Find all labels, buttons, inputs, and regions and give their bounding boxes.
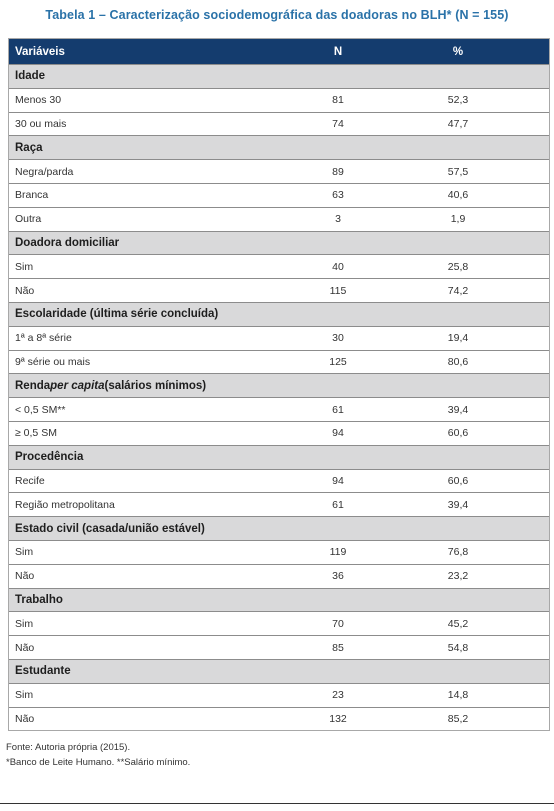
row-n: 81	[332, 94, 344, 107]
row-percent: 52,3	[447, 94, 469, 107]
row-label: Não	[15, 641, 35, 654]
table-row	[9, 564, 549, 588]
row-percent: 74,2	[447, 284, 469, 297]
source-note: Fonte: Autoria própria (2015).	[6, 742, 131, 753]
row-n: 119	[329, 546, 347, 559]
row-n: 36	[332, 570, 344, 583]
row-label: Região metropolitana	[15, 498, 115, 511]
row-n: 61	[332, 498, 344, 511]
section-label-part: Renda	[15, 379, 51, 392]
row-n: 89	[332, 165, 344, 178]
bottom-divider	[0, 803, 554, 804]
row-n: 85	[332, 641, 344, 654]
row-label: Não	[15, 284, 35, 297]
row-label: 9ª série ou mais	[15, 355, 91, 368]
table-row	[9, 492, 549, 516]
row-label: Sim	[15, 689, 34, 702]
table-row	[9, 540, 549, 564]
row-percent: 1,9	[450, 213, 466, 226]
row-percent: 54,8	[447, 641, 469, 654]
row-n: 132	[329, 712, 347, 725]
table-row	[9, 326, 549, 350]
row-n: 30	[332, 332, 344, 345]
row-percent: 39,4	[447, 403, 469, 416]
row-percent: 85,2	[447, 712, 469, 725]
row-percent: 19,4	[447, 332, 469, 345]
table-row	[9, 88, 549, 112]
table-row	[9, 207, 549, 231]
row-label: Sim	[15, 546, 34, 559]
row-n: 94	[332, 474, 344, 487]
row-n: 74	[332, 117, 344, 130]
row-label: Sim	[15, 617, 34, 630]
section-procedencia: Procedência	[9, 445, 549, 469]
row-label: Não	[15, 570, 35, 583]
row-label: 1ª a 8ª série	[15, 332, 72, 345]
table-row	[9, 683, 549, 707]
row-n: 70	[332, 617, 344, 630]
row-percent: 45,2	[447, 617, 469, 630]
table-row	[9, 707, 549, 731]
row-label: < 0,5 SM**	[15, 403, 66, 416]
row-percent: 47,7	[447, 117, 469, 130]
section-estado-civil: Estado civil (casada/união estável)	[9, 516, 549, 540]
table-row	[9, 159, 549, 183]
table-row	[9, 611, 549, 635]
row-label: Negra/parda	[15, 165, 74, 178]
table-row	[9, 397, 549, 421]
section-raca: Raça	[9, 135, 549, 159]
row-percent: 39,4	[447, 498, 469, 511]
table-row	[9, 635, 549, 659]
table-row	[9, 112, 549, 136]
section-escolaridade: Escolaridade (última série concluída)	[9, 302, 549, 326]
table-header	[9, 39, 549, 64]
table-row	[9, 421, 549, 445]
row-label: Branca	[15, 189, 49, 202]
section-label-part: (salários mínimos)	[104, 379, 207, 392]
row-percent: 23,2	[447, 570, 469, 583]
row-label: Recife	[15, 474, 45, 487]
header-percent: %	[452, 45, 464, 58]
row-percent: 76,8	[447, 546, 469, 559]
section-trabalho: Trabalho	[9, 588, 549, 612]
row-n: 94	[332, 427, 344, 440]
row-label: Não	[15, 712, 35, 725]
row-label: Menos 30	[15, 94, 62, 107]
row-percent: 25,8	[447, 260, 469, 273]
row-label: 30 ou mais	[15, 117, 67, 130]
table-row	[9, 278, 549, 302]
row-label: Outra	[15, 213, 42, 226]
row-label: ≥ 0,5 SM	[15, 427, 57, 440]
row-n: 23	[332, 689, 344, 702]
header-n: N	[333, 45, 343, 58]
row-n: 115	[329, 284, 347, 297]
row-n: 3	[335, 213, 341, 226]
section-doadora-domiciliar: Doadora domiciliar	[9, 231, 549, 255]
row-percent: 60,6	[447, 474, 469, 487]
table-row	[9, 350, 549, 374]
section-idade: Idade	[9, 64, 549, 88]
section-label-italic: per capita	[50, 379, 105, 392]
header-variable: Variáveis	[15, 45, 65, 58]
row-n: 63	[332, 189, 344, 202]
table-row	[9, 254, 549, 278]
row-percent: 14,8	[447, 689, 469, 702]
row-n: 40	[332, 260, 344, 273]
table-notes	[6, 740, 190, 770]
row-percent: 40,6	[447, 189, 469, 202]
row-percent: 57,5	[447, 165, 469, 178]
table-row	[9, 183, 549, 207]
row-n: 61	[332, 403, 344, 416]
row-percent: 60,6	[447, 427, 469, 440]
row-n: 125	[329, 355, 347, 368]
section-estudante: Estudante	[9, 659, 549, 683]
table-title: Tabela 1 – Caracterização sociodemográfica das doadoras no BLH* (N = 155)	[45, 8, 509, 22]
section-renda-per-capita	[9, 373, 549, 397]
row-label: Sim	[15, 260, 34, 273]
table-row	[9, 469, 549, 493]
row-percent: 80,6	[447, 355, 469, 368]
footnote: *Banco de Leite Humano. **Salário mínimo.	[6, 757, 191, 768]
sociodemographic-table	[8, 38, 550, 731]
